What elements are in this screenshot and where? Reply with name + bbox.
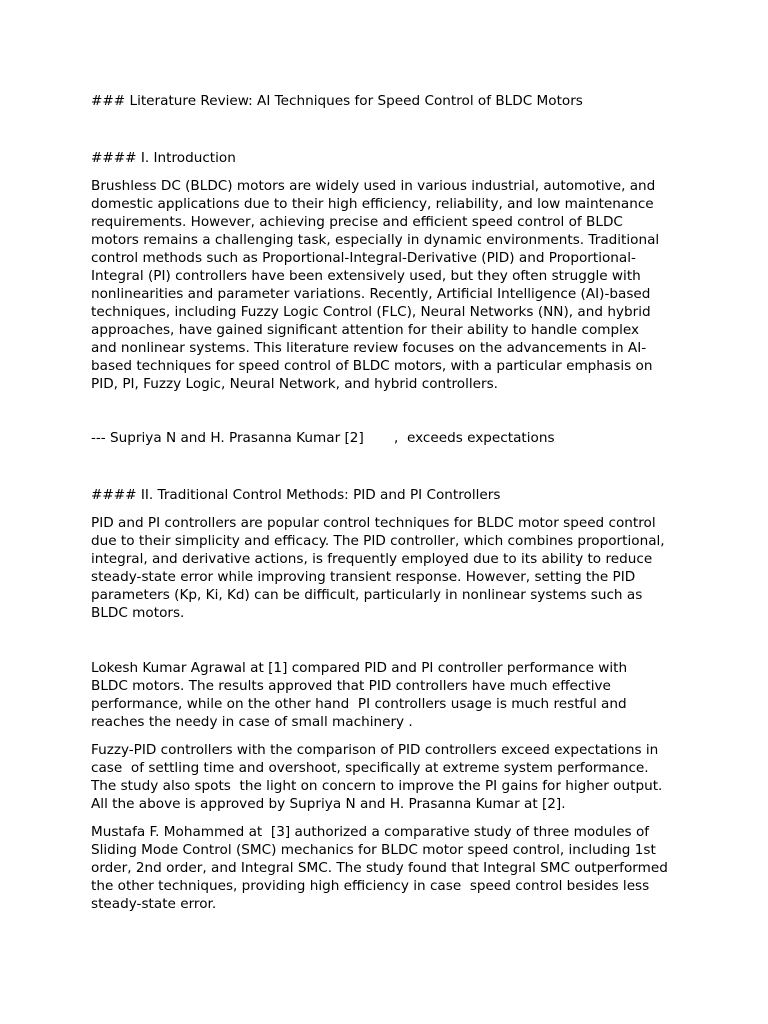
paragraph-line: based techniques for speed control of BLDC motors, with a particular emphasis on (91, 358, 653, 374)
paragraph-line: techniques, including Fuzzy Logic Control (FLC), Neural Networks (NN), and hybrid (91, 304, 651, 320)
paragraph-line: case of settling time and overshoot, specifically at extreme system performance. (91, 760, 649, 776)
section-heading-introduction: #### I. Introduction (91, 150, 236, 166)
paragraph-line: BLDC motors. The results approved that PID controllers have much effective (91, 678, 611, 694)
paragraph-line: Sliding Mode Control (SMC) mechanics for BLDC motor speed control, including 1st (91, 842, 656, 858)
paragraph-line: domestic applications due to their high efficiency, reliability, and low maintenance (91, 196, 654, 212)
pid-paragraph (91, 514, 691, 622)
paragraph-line: steady-state error. (91, 896, 217, 912)
paragraph-line: approaches, have gained significant attention for their ability to handle complex (91, 322, 640, 338)
paragraph-line: and nonlinear systems. This literature review focuses on the advancements in AI- (91, 340, 647, 356)
paragraph-line: Brushless DC (BLDC) motors are widely used in various industrial, automotive, and (91, 178, 656, 194)
paragraph-line: the other techniques, providing high efficiency in case speed control besides less (91, 878, 650, 894)
paragraph-line: PID, PI, Fuzzy Logic, Neural Network, and hybrid controllers. (91, 376, 498, 392)
paragraph-line: nonlinearities and parameter variations. Recently, Artificial Intelligence (AI)-based (91, 286, 651, 302)
paragraph-line: due to their simplicity and efficacy. The PID controller, which combines proportional, (91, 533, 665, 549)
paragraph-line: parameters (Kp, Ki, Kd) can be difficult, particularly in nonlinear systems such as (91, 587, 643, 603)
paragraph-line: motors remains a challenging task, especially in dynamic environments. Traditional (91, 232, 660, 248)
lokesh-paragraph (91, 659, 691, 731)
paragraph-line: steady-state error while improving transient response. However, setting the PID (91, 569, 636, 585)
paragraph-line: All the above is approved by Supriya N and H. Prasanna Kumar at [2]. (91, 796, 566, 812)
paragraph-line: PID and PI controllers are popular control techniques for BLDC motor speed control (91, 515, 656, 531)
paragraph-line: Mustafa F. Mohammed at [3] authorized a comparative study of three modules of (91, 824, 650, 840)
mustafa-paragraph (91, 823, 691, 913)
paragraph-line: requirements. However, achieving precise and efficient speed control of BLDC (91, 214, 623, 230)
paragraph-line: performance, while on the other hand PI controllers usage is much restful and (91, 696, 627, 712)
paragraph-line: reaches the needy in case of small machinery . (91, 714, 413, 730)
fuzzy-pid-paragraph (91, 741, 691, 813)
section-heading-traditional-control: #### II. Traditional Control Methods: PID and PI Controllers (91, 487, 501, 503)
citation-note: --- Supriya N and H. Prasanna Kumar [2] , exceeds expectations (91, 430, 555, 446)
paragraph-line: Lokesh Kumar Agrawal at [1] compared PID and PI controller performance with (91, 660, 628, 676)
paragraph-line: The study also spots the light on concern to improve the PI gains for higher output. (91, 778, 663, 794)
paragraph-line: integral, and derivative actions, is frequently employed due to its ability to reduce (91, 551, 653, 567)
paragraph-line: control methods such as Proportional-Integral-Derivative (PID) and Proportional- (91, 250, 636, 266)
paragraph-line: Fuzzy-PID controllers with the comparison of PID controllers exceed expectations in (91, 742, 659, 758)
paragraph-line: order, 2nd order, and Integral SMC. The study found that Integral SMC outperformed (91, 860, 668, 876)
paragraph-line: BLDC motors. (91, 605, 185, 621)
introduction-paragraph (91, 177, 691, 393)
document-title: ### Literature Review: AI Techniques for Speed Control of BLDC Motors (91, 93, 583, 109)
paragraph-line: Integral (PI) controllers have been extensively used, but they often struggle with (91, 268, 641, 284)
